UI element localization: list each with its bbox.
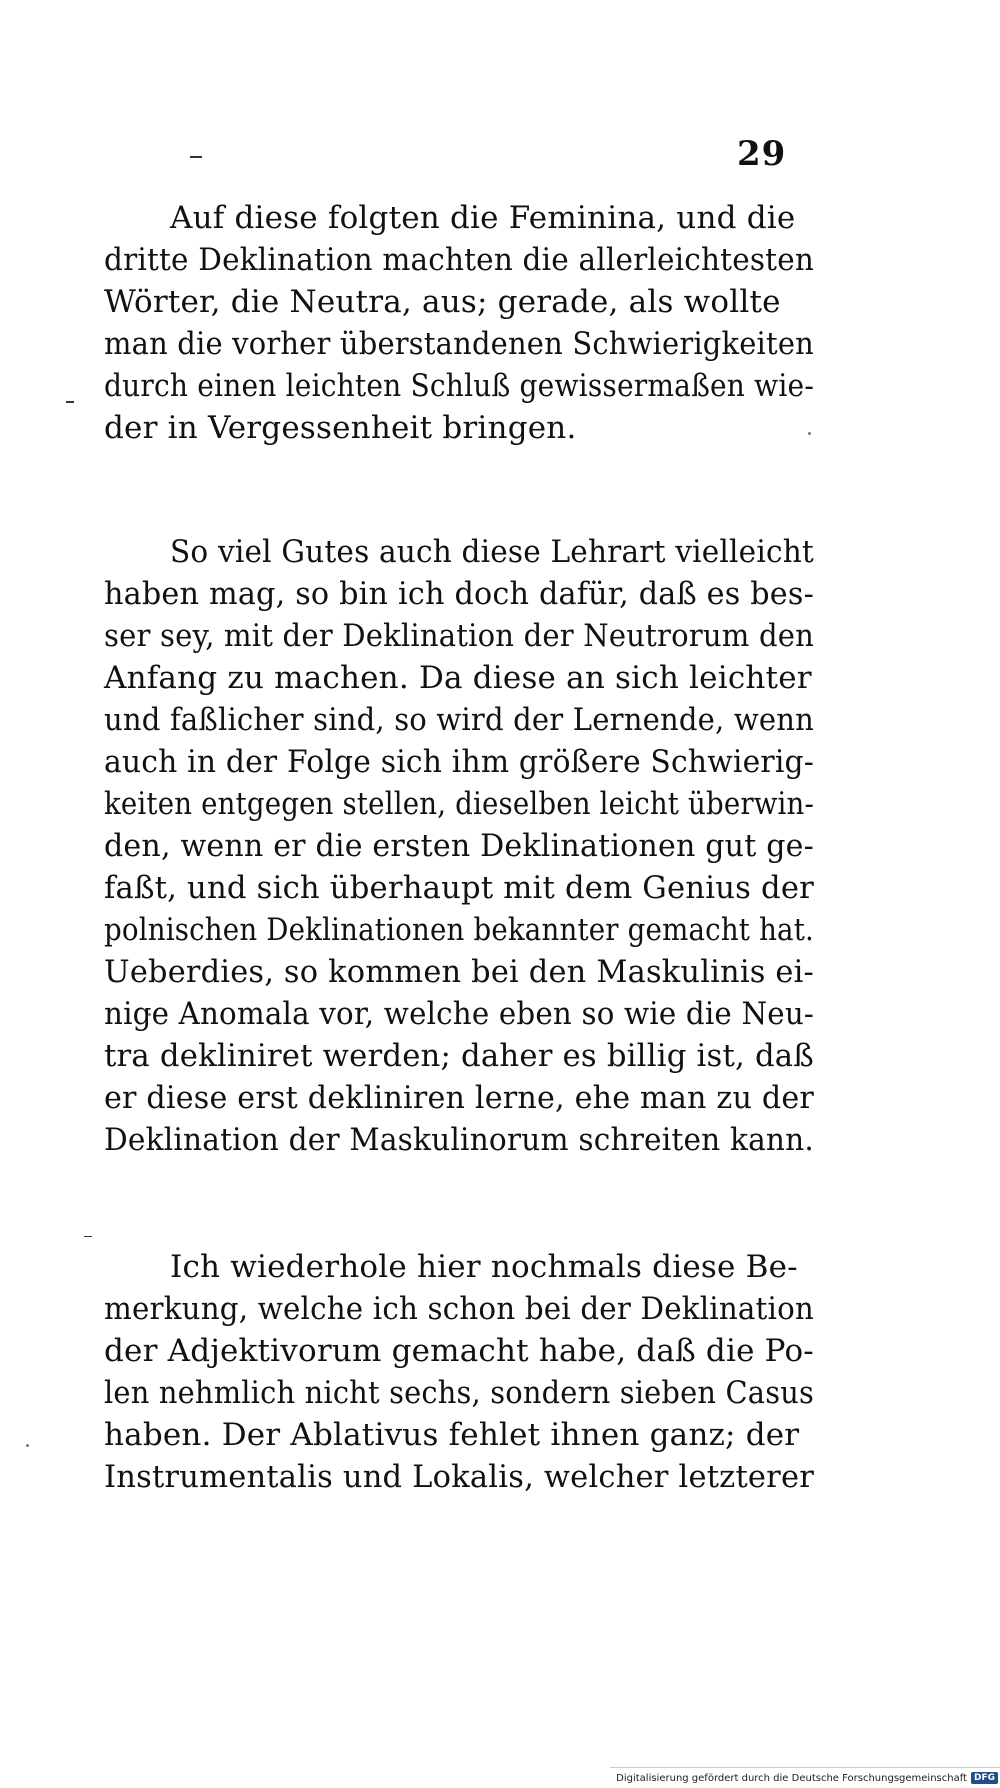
text-line: haben. Der Ablativus fehlet ihnen ganz; der bbox=[104, 1417, 800, 1453]
text-line: der in Vergessenheit bringen. bbox=[104, 410, 577, 446]
margin-speck bbox=[26, 1444, 29, 1447]
text-line: len nehmlich nicht sechs, sondern sieben Casus bbox=[104, 1375, 815, 1411]
text-line: Ich wiederhole hier nochmals diese Be- bbox=[170, 1249, 798, 1285]
header-dash-mark bbox=[190, 156, 202, 158]
paragraph-1 bbox=[104, 197, 814, 449]
text-line: man die vorher überstandenen Schwierigkeiten bbox=[104, 326, 814, 362]
text-line: Instrumentalis und Lokalis, welcher letzterer bbox=[104, 1459, 814, 1495]
text-line: den, wenn er die ersten Deklinationen gut ge- bbox=[104, 828, 815, 864]
margin-mark bbox=[66, 401, 74, 403]
text-line: keiten entgegen stellen, dieselben leicht überwin- bbox=[104, 786, 815, 822]
text-line: Auf diese folgten die Feminina, und die bbox=[170, 200, 796, 236]
dfg-logo: DFG bbox=[971, 1772, 998, 1784]
text-line: dritte Deklination machten die allerleichtesten bbox=[104, 242, 815, 278]
text-line: und faßlicher sind, so wird der Lernende, wenn bbox=[104, 702, 815, 738]
text-line: er diese erst dekliniren lerne, ehe man zu der bbox=[104, 1080, 815, 1116]
text-line: haben mag, so bin ich doch dafür, daß es bes- bbox=[104, 576, 815, 612]
margin-mark bbox=[84, 1236, 92, 1237]
page-number: 29 bbox=[737, 134, 787, 174]
text-line: polnischen Deklinationen bekannter gemacht hat. bbox=[104, 912, 814, 948]
paragraph-3 bbox=[104, 1246, 814, 1498]
text-line: durch einen leichten Schluß gewissermaßen wie- bbox=[104, 368, 814, 404]
text-line: Wörter, die Neutra, aus; gerade, als wollte bbox=[104, 284, 781, 320]
footer-credit-text: Digitalisierung gefördert durch die Deutsche Forschungsgemeinschaft bbox=[616, 1772, 967, 1784]
text-line: tra dekliniret werden; daher es billig ist, daß bbox=[104, 1038, 815, 1074]
text-line: Deklination der Maskulinorum schreiten kann. bbox=[104, 1122, 814, 1158]
text-line: der Adjektivorum gemacht habe, daß die Po- bbox=[104, 1333, 814, 1369]
text-line: merkung, welche ich schon bei der Deklination bbox=[104, 1291, 814, 1327]
text-line: Ueberdies, so kommen bei den Maskulinis ei- bbox=[104, 954, 815, 990]
text-line: Anfang zu machen. Da diese an sich leichter bbox=[104, 660, 812, 696]
text-line: So viel Gutes auch diese Lehrart vielleicht bbox=[170, 534, 814, 570]
text-line: ser sey, mit der Deklination der Neutrorum den bbox=[104, 618, 815, 654]
text-line: auch in der Folge sich ihm größere Schwierig- bbox=[104, 744, 815, 780]
text-line: faßt, und sich überhaupt mit dem Genius der bbox=[104, 870, 815, 906]
text-line: nige Anomala vor, welche eben so wie die Neu- bbox=[104, 996, 814, 1032]
digitization-footer bbox=[610, 1767, 1000, 1788]
paragraph-2 bbox=[104, 531, 814, 1161]
